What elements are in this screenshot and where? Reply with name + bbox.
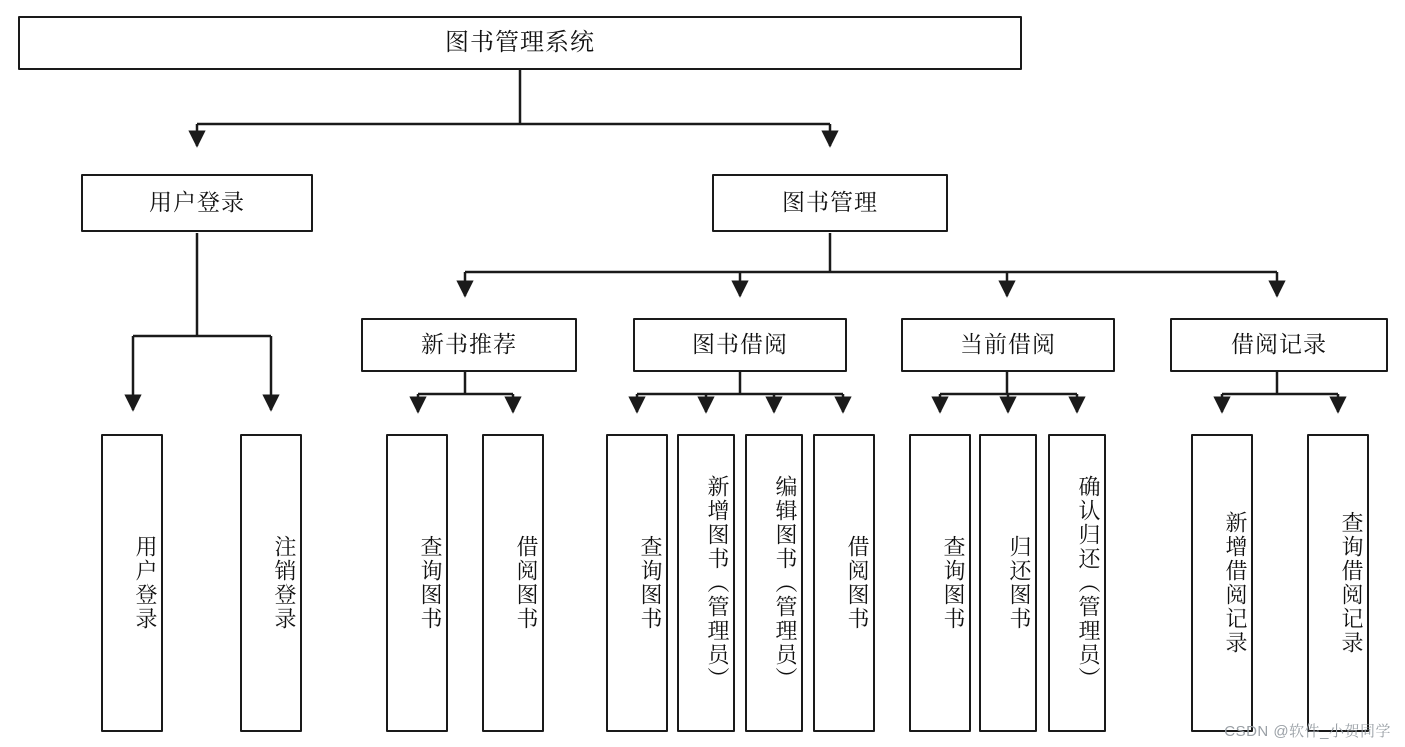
leaf-confirm-return-admin[interactable]: 确认归还（管理员） (1048, 434, 1106, 732)
node-book-management[interactable]: 图书管理 (712, 174, 948, 232)
leaf-query-book-borrowing[interactable]: 查询图书 (606, 434, 668, 732)
watermark-credit: CSDN @软件_小贺同学 (1224, 723, 1391, 740)
node-book-borrowing[interactable]: 图书借阅 (633, 318, 847, 372)
leaf-query-book-recommendation[interactable]: 查询图书 (386, 434, 448, 732)
leaf-borrow-book-recommendation[interactable]: 借阅图书 (482, 434, 544, 732)
node-borrowing-records[interactable]: 借阅记录 (1170, 318, 1388, 372)
leaf-query-borrowing-record[interactable]: 查询借阅记录 (1307, 434, 1369, 732)
leaf-query-book-current[interactable]: 查询图书 (909, 434, 971, 732)
leaf-add-book-admin[interactable]: 新增图书（管理员） (677, 434, 735, 732)
leaf-borrow-book[interactable]: 借阅图书 (813, 434, 875, 732)
node-current-borrowing[interactable]: 当前借阅 (901, 318, 1115, 372)
leaf-logout[interactable]: 注销登录 (240, 434, 302, 732)
leaf-add-borrowing-record[interactable]: 新增借阅记录 (1191, 434, 1253, 732)
node-user-login[interactable]: 用户登录 (81, 174, 313, 232)
node-root-system[interactable]: 图书管理系统 (18, 16, 1022, 70)
node-new-book-recommendation[interactable]: 新书推荐 (361, 318, 577, 372)
leaf-return-book[interactable]: 归还图书 (979, 434, 1037, 732)
leaf-user-login[interactable]: 用户登录 (101, 434, 163, 732)
leaf-edit-book-admin[interactable]: 编辑图书（管理员） (745, 434, 803, 732)
